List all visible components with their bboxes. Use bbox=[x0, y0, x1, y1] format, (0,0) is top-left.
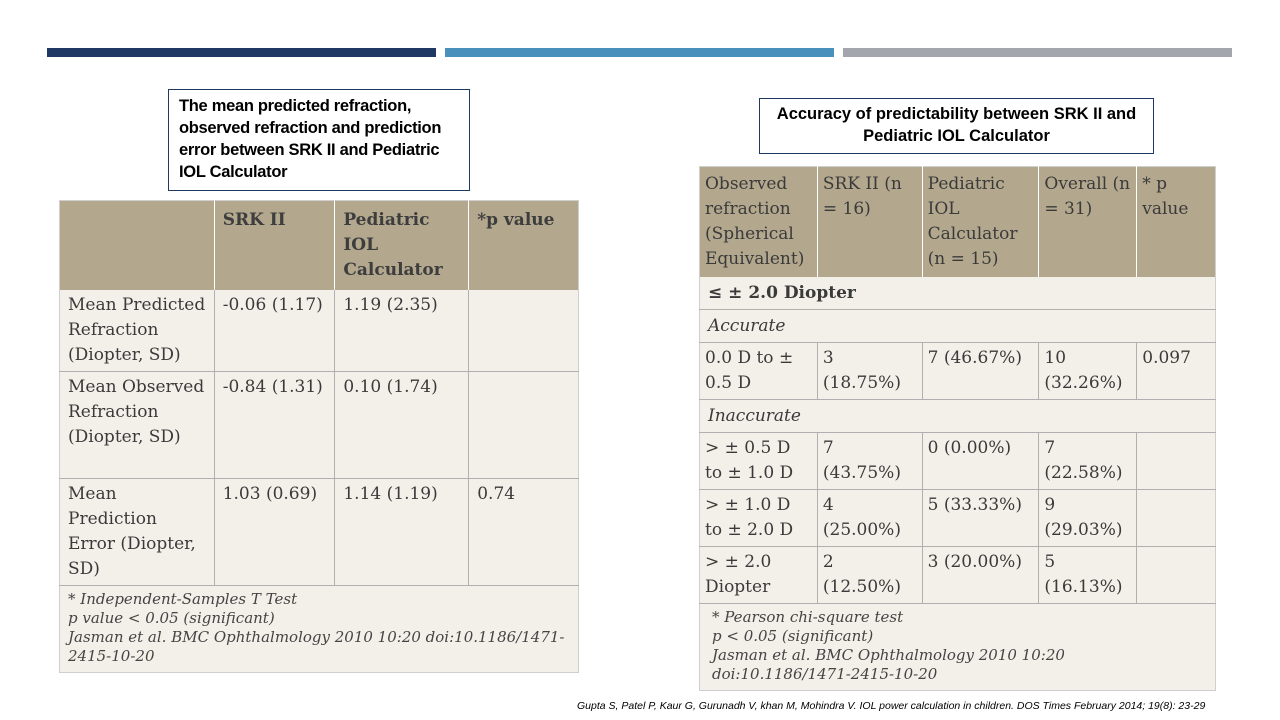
right-table-caption: Accuracy of predictability between SRK II and Pediatric IOL Calculator bbox=[759, 98, 1154, 154]
table-footnote bbox=[60, 586, 579, 673]
section-row bbox=[700, 277, 1216, 310]
table-cell: 10 (32.26%) bbox=[1039, 343, 1137, 400]
table-cell bbox=[1137, 547, 1216, 604]
row-label: Mean Prediction Error (Diopter, SD) bbox=[60, 479, 215, 586]
table-cell: 9 (29.03%) bbox=[1039, 490, 1137, 547]
row-label: > ± 2.0 Diopter bbox=[700, 547, 818, 604]
footnote-line: * Pearson chi-square test bbox=[712, 608, 904, 626]
table-cell: 5 (33.33%) bbox=[922, 490, 1039, 547]
footnote-line: Jasman et al. BMC Ophthalmology 2010 10:20 doi:10.1186/1471-2415-10-20 bbox=[68, 628, 565, 665]
table-cell: 1.03 (0.69) bbox=[214, 479, 335, 586]
section-label: Accurate bbox=[700, 310, 1216, 343]
header-bar-blue bbox=[445, 48, 834, 57]
section-label: Inaccurate bbox=[700, 400, 1216, 433]
table-cell: 7 (43.75%) bbox=[817, 433, 922, 490]
table-cell bbox=[469, 290, 579, 372]
header-bar-navy bbox=[47, 48, 436, 57]
header-cell bbox=[60, 201, 215, 291]
table-row bbox=[60, 372, 579, 479]
section-row bbox=[700, 400, 1216, 433]
row-label: Mean Observed Refraction (Diopter, SD) bbox=[60, 372, 215, 479]
table-header-row bbox=[60, 201, 579, 291]
header-cell: Overall (n = 31) bbox=[1039, 167, 1137, 278]
table-footnote-row bbox=[60, 586, 579, 673]
header-cell: *p value bbox=[469, 201, 579, 291]
table-cell: 3 (20.00%) bbox=[922, 547, 1039, 604]
table-cell bbox=[469, 372, 579, 479]
row-label: > ± 1.0 D to ± 2.0 D bbox=[700, 490, 818, 547]
table-row bbox=[700, 490, 1216, 547]
section-label: ≤ ± 2.0 Diopter bbox=[700, 277, 1216, 310]
table-cell: 1.19 (2.35) bbox=[335, 290, 469, 372]
table-cell: 7 (46.67%) bbox=[922, 343, 1039, 400]
table-row bbox=[700, 433, 1216, 490]
row-label: 0.0 D to ± 0.5 D bbox=[700, 343, 818, 400]
source-citation: Gupta S, Patel P, Kaur G, Gurunadh V, khan M, Mohindra V. IOL power calculation in children. DOS Times February 2014; 19(8): 23-29 bbox=[577, 700, 1206, 712]
predictability-accuracy-table bbox=[699, 166, 1216, 691]
table-cell: -0.84 (1.31) bbox=[214, 372, 335, 479]
table-row bbox=[700, 343, 1216, 400]
row-label: > ± 0.5 D to ± 1.0 D bbox=[700, 433, 818, 490]
left-table-caption: The mean predicted refraction, observed refraction and prediction error between SRK II and Pediatric IOL Calculator bbox=[168, 89, 470, 191]
footnote-line: p value < 0.05 (significant) bbox=[68, 609, 275, 627]
table-cell: 2 (12.50%) bbox=[817, 547, 922, 604]
row-label: Mean Predicted Refraction (Diopter, SD) bbox=[60, 290, 215, 372]
refraction-comparison-table bbox=[59, 200, 579, 673]
table-cell: -0.06 (1.17) bbox=[214, 290, 335, 372]
section-row bbox=[700, 310, 1216, 343]
header-cell: SRK II (n = 16) bbox=[817, 167, 922, 278]
table-cell: 4 (25.00%) bbox=[817, 490, 922, 547]
table-cell: 0 (0.00%) bbox=[922, 433, 1039, 490]
header-cell: Pediatric IOL Calculator bbox=[335, 201, 469, 291]
table-cell bbox=[1137, 433, 1216, 490]
header-cell: SRK II bbox=[214, 201, 335, 291]
table-cell: 0.097 bbox=[1137, 343, 1216, 400]
footnote-line: p < 0.05 (significant) bbox=[712, 627, 874, 645]
table-cell: 0.74 bbox=[469, 479, 579, 586]
table-header-row bbox=[700, 167, 1216, 278]
table-row bbox=[60, 290, 579, 372]
header-cell: Observed refraction (Spherical Equivalent) bbox=[700, 167, 818, 278]
header-cell: * p value bbox=[1137, 167, 1216, 278]
table-cell: 5 (16.13%) bbox=[1039, 547, 1137, 604]
header-cell: Pediatric IOL Calculator (n = 15) bbox=[922, 167, 1039, 278]
table-cell: 1.14 (1.19) bbox=[335, 479, 469, 586]
table-footnote bbox=[700, 604, 1216, 691]
table-cell: 0.10 (1.74) bbox=[335, 372, 469, 479]
table-cell bbox=[1137, 490, 1216, 547]
footnote-line: Jasman et al. BMC Ophthalmology 2010 10:20 doi:10.1186/1471-2415-10-20 bbox=[712, 646, 1065, 683]
table-row bbox=[60, 479, 579, 586]
table-cell: 7 (22.58%) bbox=[1039, 433, 1137, 490]
table-row bbox=[700, 547, 1216, 604]
footnote-line: * Independent-Samples T Test bbox=[68, 590, 298, 608]
header-bar-gray bbox=[843, 48, 1232, 57]
table-footnote-row bbox=[700, 604, 1216, 691]
table-cell: 3 (18.75%) bbox=[817, 343, 922, 400]
